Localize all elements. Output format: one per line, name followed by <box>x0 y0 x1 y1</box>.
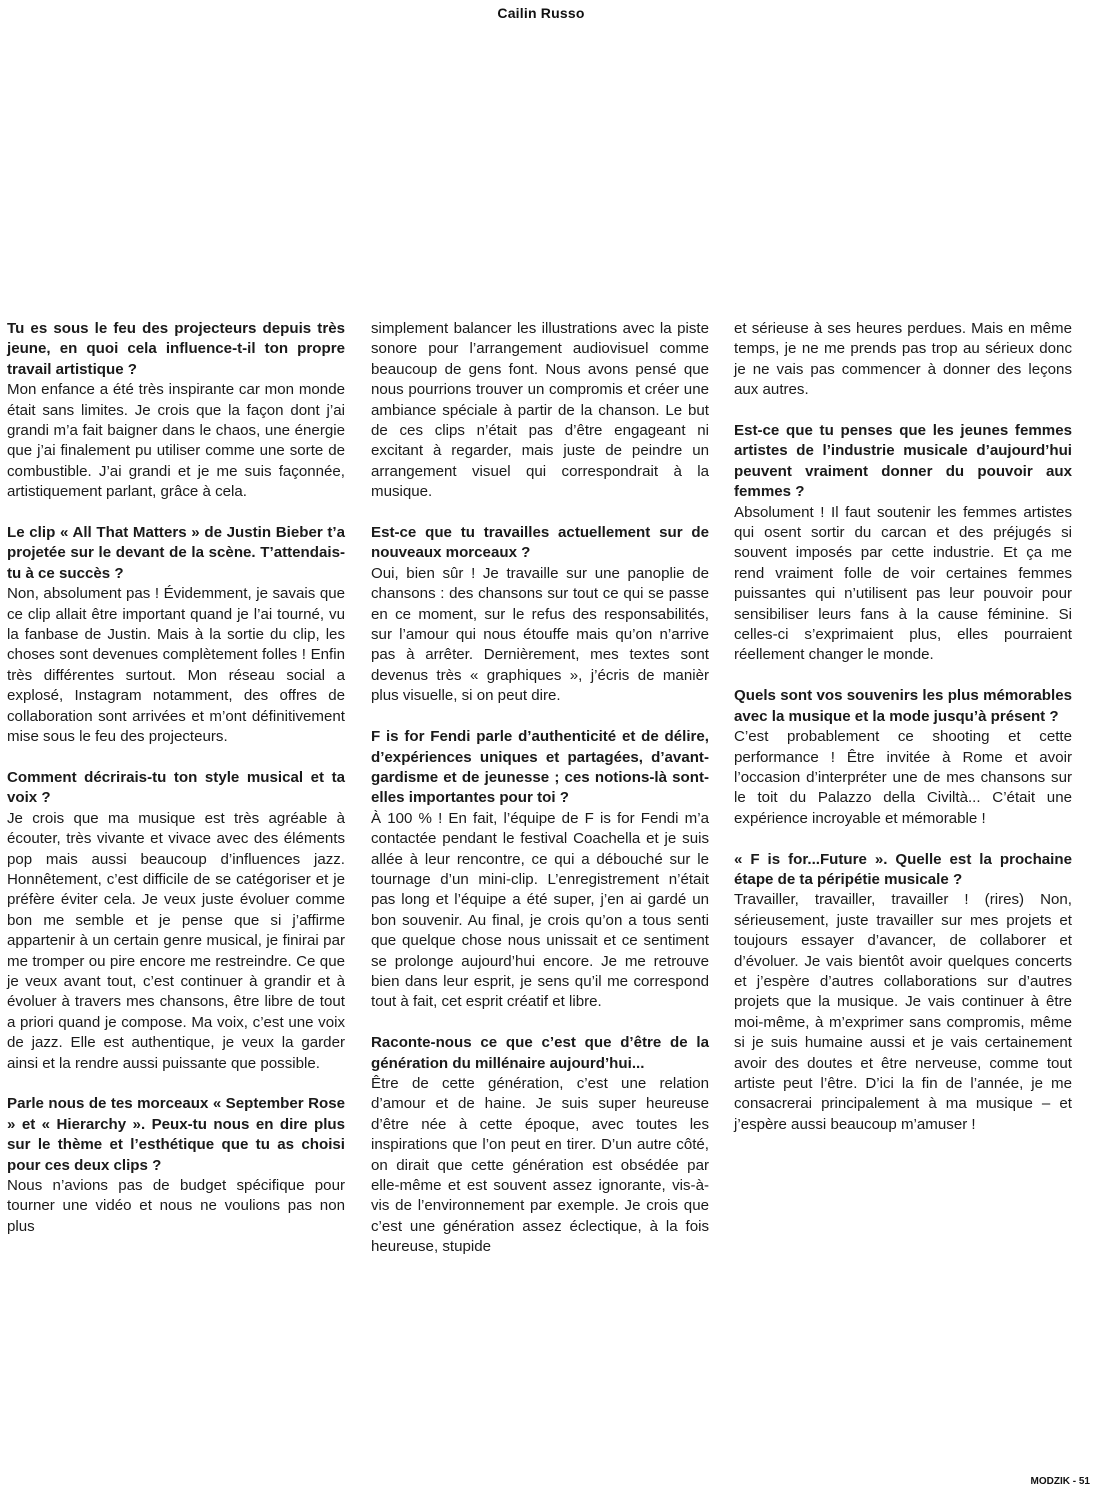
answer-3: Je crois que ma musique est très agréable à écouter, très vivante et vivace avec des éléments pop mais aussi beaucoup d’influences jazz. Honnêtement, c’est difficile de se catégoriser et je préfère éviter cela. Je veux juste évoluer comme bon me semble et je pense que si j’affirme appartenir à un certain genre musical, je finirai par me tromper ou pire encore me restreindre. Ce que je veux avant tout, c’est continuer à grandir et à évoluer à travers mes chansons, être libre de tout a priori quand je compose. Ma voix, c’est une voix de jazz. Elle est authentique, je veux la garder ainsi et la rendre aussi puissante que possible. <box>7 809 345 1072</box>
question-8: Est-ce que tu penses que les jeunes femmes artistes de l’industrie musicale d’aujourd’hui peuvent vraiment donner du pouvoir aux femmes ? <box>734 422 1072 501</box>
answer-9: C’est probablement ce shooting et cette performance ! Être invitée à Rome et avoir l’occasion d’interpréter une de mes chansons sur le toit du Palazzo della Civiltà... C’était une expérience incroyable et mémorable ! <box>734 728 1072 827</box>
answer-8: Absolument ! Il faut soutenir les femmes artistes qui osent sortir du carcan et des préjugés si souvent imposés par cette industrie. Et ça me rend vraiment folle de voir certaines femmes puissantes qui n’utilisent pas leur pouvoir pour sensibiliser leurs fans à la cause féminine. Si celles-ci s’exprimaient plus, elles pourraient réellement changer le monde. <box>734 503 1072 664</box>
question-9: Quels sont vos souvenirs les plus mémorables avec la musique et la mode jusqu’à présent ? <box>734 687 1072 725</box>
answer-6: À 100 % ! En fait, l’équipe de F is for Fendi m’a contactée pendant le festival Coachella et je suis allée à leur rencontre, ce qui a débouché sur le tournage d’un mini-clip. L’enregistrement n’était pas long et l’équipe a été super, j’en ai gardé un bon souvenir. Au final, je crois qu’on a tous senti que quelque chose nous unissait et ce sentiment se prolonge aujourd’hui encore. Je me retrouve bien dans leur esprit, je sens qu’il me correspond tout à fait, cet esprit créatif et libre. <box>371 809 709 1011</box>
answer-1: Mon enfance a été très inspirante car mon monde était sans limites. Je crois que la façon dont j’ai grandi m’a fait baigner dans le chaos, une énergie que j’ai finalement pu utiliser comme une sorte de combustible. J’ai grandi et je me suis façonnée, artistiquement parlant, grâce à cela. <box>7 381 345 501</box>
article-column-1 <box>7 319 345 1237</box>
question-7: Raconte-nous ce que c’est que d’être de la génération du millénaire aujourd’hui... <box>371 1034 709 1072</box>
answer-5: Oui, bien sûr ! Je travaille sur une panoplie de chansons : des chansons sur tout ce qui se passe en ce moment, sur le refus des responsabilités, sur l’amour qui nous étouffe mais qu’on n’arrive pas à arrêter. Dernièrement, mes textes sont devenus très « graphiques », j’écris de manièr plus visuelle, si on peut dire. <box>371 564 709 705</box>
question-2: Le clip « All That Matters » de Justin Bieber t’a projetée sur le devant de la scène. T’attendais-tu à ce succès ? <box>7 524 345 582</box>
question-4: Parle nous de tes morceaux « September Rose » et « Hierarchy ». Peux-tu nous en dire plus sur le thème et l’esthétique que tu as choisi pour ces deux clips ? <box>7 1095 345 1174</box>
answer-7-end: et sérieuse à ses heures perdues. Mais en même temps, je ne me prends pas trop au sérieux donc je ne vais pas commencer à donner des leçons aux autres. <box>734 320 1072 399</box>
answer-10: Travailler, travailler, travailler ! (rires) Non, sérieusement, juste travailler sur mes projets et toujours essayer d’avancer, de collaborer et d’évoluer. Je vais bientôt avoir quelques concerts et j’espère d’autres collaborations sur d’autres projets que la musique. Je vais continuer à être moi-même, à m’exprimer sans compromis, même si je suis humaine aussi et je vais certainement avoir des doutes et être nerveuse, comme tout artiste peut l’être. D’ici la fin de l’année, je me consacrerai principalement à ma musique – et j’espère aussi beaucoup m’amuser ! <box>734 891 1072 1133</box>
question-10: « F is for...Future ». Quelle est la prochaine étape de ta péripétie musicale ? <box>734 850 1072 888</box>
article-column-2 <box>371 319 709 1258</box>
author-name: Cailin Russo <box>497 5 585 21</box>
question-6: F is for Fendi parle d’authenticité et de délire, d’expériences uniques et partagées, d’avant-gardisme et de jeunesse ; ces notions-là sont-elles importantes pour toi ? <box>371 728 709 807</box>
page-number: MODZIK - 51 <box>1030 1476 1090 1487</box>
answer-4-start: Nous n’avions pas de budget spécifique pour tourner une vidéo et nous ne voulions pas non plus <box>7 1177 345 1235</box>
article-column-3 <box>734 319 1072 1135</box>
question-1: Tu es sous le feu des projecteurs depuis très jeune, en quoi cela influence-t-il ton propre travail artistique ? <box>7 320 345 378</box>
answer-2: Non, absolument pas ! Évidemment, je savais que ce clip allait être important quand je l’ai tourné, vu la fanbase de Justin. Mais à la sortie du clip, les choses sont devenues complètement folles ! Enfin très différentes surtout. Mon réseau social a explosé, Instagram notamment, des offres de collaboration sont arrivées et m’ont définitivement mise sous le feu des projecteurs. <box>7 585 345 746</box>
answer-4-end: simplement balancer les illustrations avec la piste sonore pour l’arrangement audiovisuel comme beaucoup de gens font. Nous avons pensé que nous pourrions trouver un compromis et créer une ambiance spéciale à partir de la chanson. Le but de ces clips n’était pas d’être engageant ni excitant à regarder, mais juste de peindre un arrangement visuel qui correspondrait à la musique. <box>371 320 709 501</box>
question-3: Comment décrirais-tu ton style musical et ta voix ? <box>7 768 345 807</box>
answer-7-start: Être de cette génération, c’est une relation d’amour et de haine. Je suis super heureuse d’être née à cette époque, avec toutes les inspirations que l’on peut en tirer. D’un autre côté, on dirait que cette génération est obsédée par elle-même et est souvent assez ignorante, vis-à-vis de l’environnement par exemple. Je crois que c’est une génération assez éclectique, à la fois heureuse, stupide <box>371 1074 709 1256</box>
question-5: Est-ce que tu travailles actuellement sur de nouveaux morceaux ? <box>371 524 709 562</box>
